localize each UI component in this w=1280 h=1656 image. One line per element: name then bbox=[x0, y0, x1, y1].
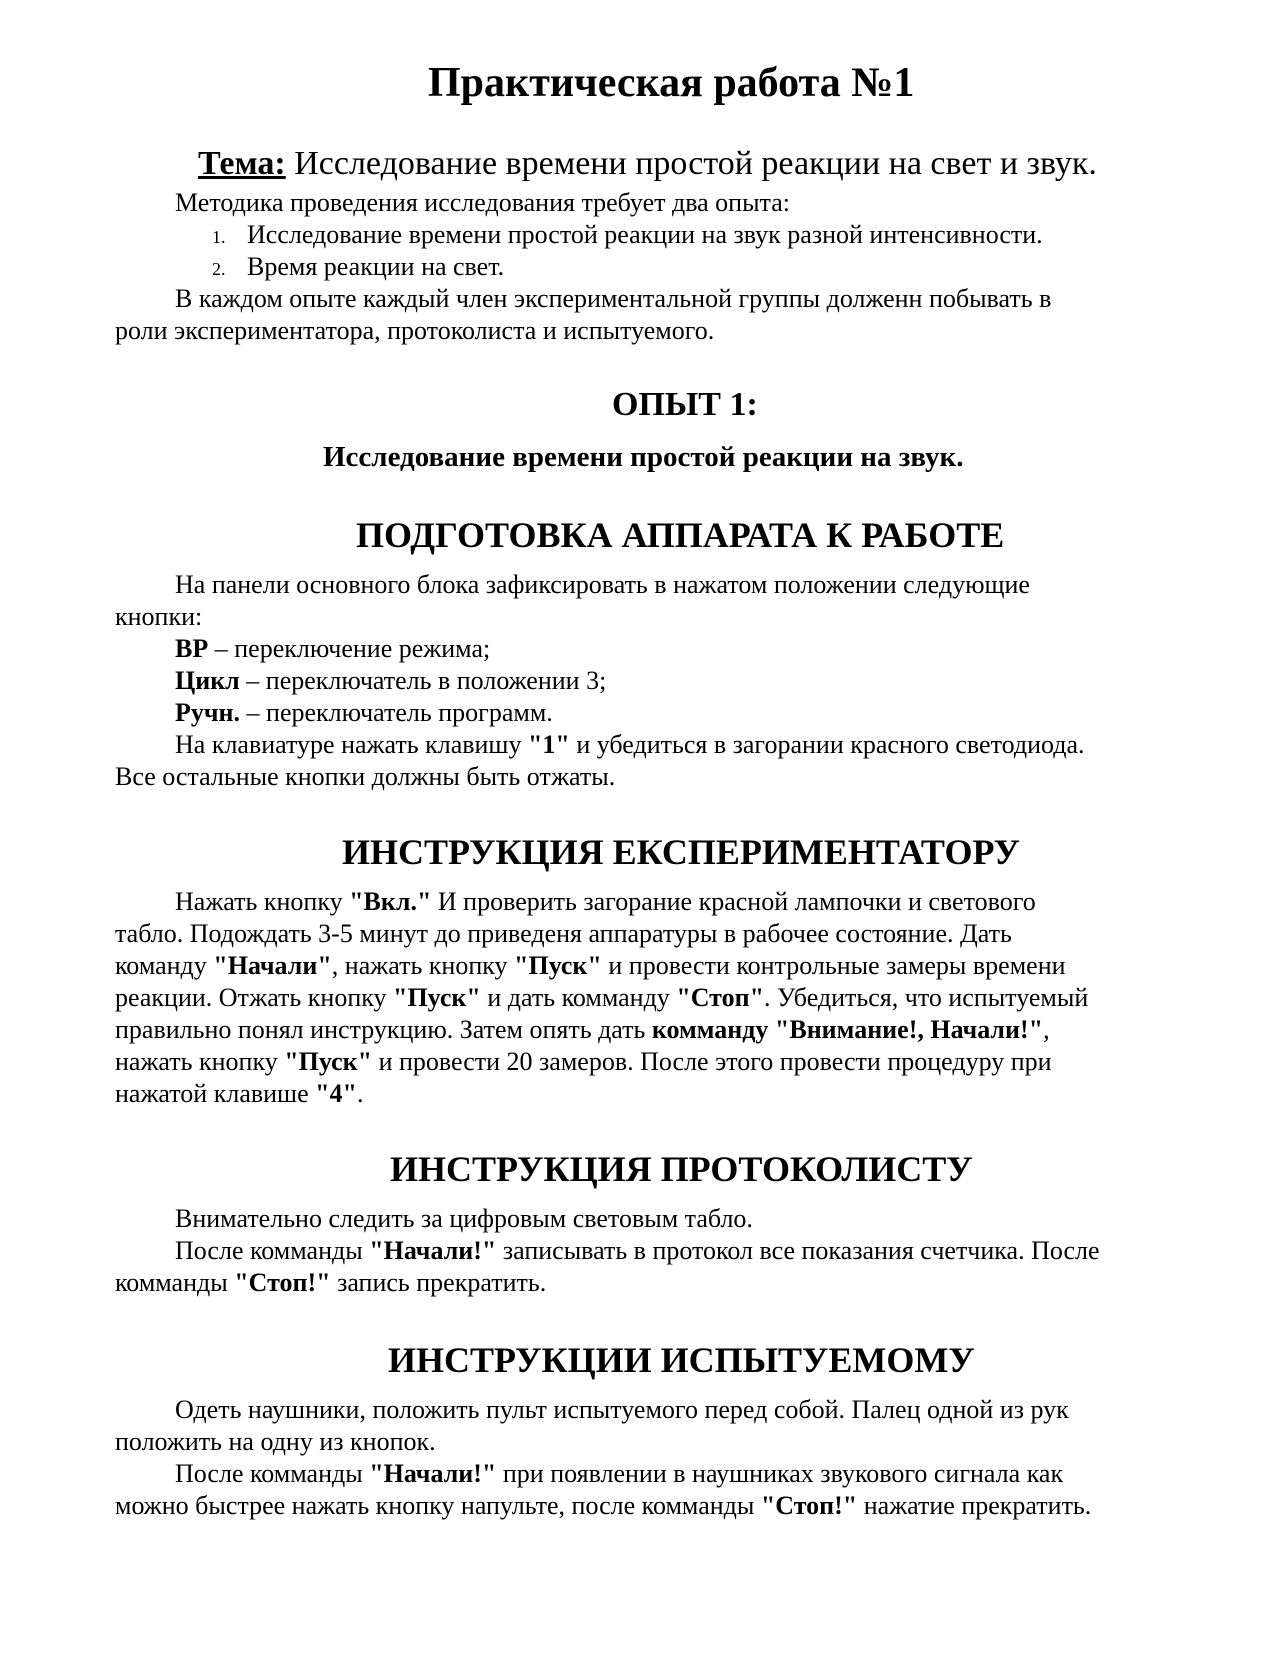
topic-text: Исследование времени простой реакции на свет и звук. bbox=[285, 145, 1097, 182]
method-text: Методика проведения исследования требует два опыта: bbox=[175, 188, 790, 217]
text-run: и провести контрольные замеры времени bbox=[601, 951, 1066, 980]
text-run: На клавиатуре нажать клавишу bbox=[175, 730, 528, 759]
list-item: Время реакции на свет. bbox=[247, 252, 505, 281]
experimenter-line: табло. Подождать 3-5 минут до приведеня аппаратуры в рабочее состояние. Дать bbox=[115, 919, 1012, 948]
text-run: И проверить загорание красной лампочки и светового bbox=[431, 887, 1036, 916]
text-run: и убедиться в загорании красного светодиода. bbox=[569, 730, 1085, 759]
button-description: – переключатель в положении 3; bbox=[239, 666, 607, 695]
text-run: записывать в протокол все показания счетчика. После bbox=[496, 1236, 1100, 1265]
list-item: Исследование времени простой реакции на звук разной интенсивности. bbox=[247, 220, 1043, 249]
prep-button-item bbox=[175, 668, 606, 694]
prep-heading: ПОДГОТОВКА АППАРАТА К РАБОТЕ bbox=[356, 515, 1005, 555]
prep-text-line2: кнопки: bbox=[115, 602, 203, 631]
list-item-number: 1. bbox=[212, 227, 226, 247]
experiment-subheading: Исследование времени простой реакции на звук. bbox=[323, 441, 964, 473]
protocolist-line bbox=[175, 1238, 1100, 1264]
text-run: нажатие прекратить. bbox=[857, 1491, 1092, 1520]
text-run: правильно понял инструкцию. Затем опять дать bbox=[115, 1015, 652, 1044]
key-label: "Пуск" bbox=[393, 983, 481, 1012]
text-run: , нажать кнопку bbox=[331, 951, 515, 980]
experiment-heading: ОПЫТ 1: bbox=[612, 386, 758, 423]
button-key-label: Цикл bbox=[175, 666, 240, 695]
command-label: "Стоп!" bbox=[760, 1491, 858, 1520]
topic-label: Тема: bbox=[198, 145, 286, 182]
text-run: . Убедиться, что испытуемый bbox=[764, 983, 1089, 1012]
text-run: После комманды bbox=[175, 1236, 370, 1265]
text-run: нажатой клавише bbox=[115, 1079, 316, 1108]
command-label: "Начали" bbox=[213, 951, 332, 980]
subject-line: Одеть наушники, положить пульт испытуемого перед собой. Палец одной из рук bbox=[175, 1395, 1069, 1424]
button-description: – переключатель программ. bbox=[240, 698, 553, 727]
text-run: команду bbox=[115, 951, 214, 980]
command-label: "Начали!" bbox=[369, 1236, 497, 1265]
text-run: и дать комманду bbox=[480, 983, 677, 1012]
experimenter-line bbox=[115, 1049, 1052, 1075]
protocolist-heading: ИНСТРУКЦИЯ ПРОТОКОЛИСТУ bbox=[390, 1149, 973, 1189]
roles-text-line2: роли экспериментатора, протоколиста и испытуемого. bbox=[115, 316, 715, 345]
prep-text-line1: На панели основного блока зафиксировать в нажатом положении следующие bbox=[175, 570, 1030, 599]
list-item-number: 2. bbox=[212, 259, 226, 279]
roles-text-line1: В каждом опыте каждый член экспериментальной группы долженн побывать в bbox=[175, 284, 1052, 313]
experimenter-line bbox=[115, 985, 1088, 1011]
keyboard-instruction-line2: Все остальные кнопки должны быть отжаты. bbox=[115, 762, 616, 791]
page-title: Практическая работа №1 bbox=[428, 60, 915, 106]
command-label: "Начали!" bbox=[369, 1459, 497, 1488]
key-label: "Пуск" bbox=[514, 951, 602, 980]
experimenter-line bbox=[115, 953, 1066, 979]
text-run: , bbox=[1043, 1015, 1050, 1044]
keyboard-instruction bbox=[175, 732, 1085, 758]
text-run: запись прекратить. bbox=[330, 1268, 547, 1297]
prep-button-item bbox=[175, 636, 490, 662]
subject-line: положить на одну из кнопок. bbox=[115, 1427, 436, 1456]
prep-button-item bbox=[175, 700, 553, 726]
experimenter-heading: ИНСТРУКЦИЯ ЕКСПЕРИМЕНТАТОРУ bbox=[342, 832, 1020, 872]
command-label: "Стоп!" bbox=[234, 1268, 331, 1297]
topic-line bbox=[198, 147, 1097, 181]
command-label: комманду "Внимание!, Начали!" bbox=[651, 1015, 1044, 1044]
key-label: "1" bbox=[527, 730, 570, 759]
text-run: нажать кнопку bbox=[115, 1047, 285, 1076]
button-key-label: ВР bbox=[175, 634, 209, 663]
experimenter-line bbox=[115, 1081, 364, 1107]
experimenter-line bbox=[115, 1017, 1050, 1043]
text-run: и провести 20 замеров. После этого провести процедуру при bbox=[372, 1047, 1052, 1076]
text-run: . bbox=[357, 1079, 364, 1108]
text-run: при появлении в наушниках звукового сигнала как bbox=[496, 1459, 1064, 1488]
key-label: "4" bbox=[315, 1079, 357, 1108]
button-description: – переключение режима; bbox=[208, 634, 491, 663]
subject-line bbox=[115, 1493, 1091, 1519]
text-run: Нажать кнопку bbox=[175, 887, 350, 916]
subject-heading: ИНСТРУКЦИИ ИСПЫТУЕМОМУ bbox=[388, 1340, 975, 1380]
command-label: "Стоп" bbox=[676, 983, 765, 1012]
key-label: "Вкл." bbox=[349, 887, 432, 916]
protocolist-line: Внимательно следить за цифровым световым табло. bbox=[175, 1204, 753, 1233]
subject-line bbox=[175, 1461, 1063, 1487]
text-run: реакции. Отжать кнопку bbox=[115, 983, 394, 1012]
text-run: После комманды bbox=[175, 1459, 370, 1488]
button-key-label: Ручн. bbox=[175, 698, 241, 727]
key-label: "Пуск" bbox=[284, 1047, 373, 1076]
protocolist-line bbox=[115, 1270, 546, 1296]
text-run: комманды bbox=[115, 1268, 235, 1297]
experimenter-line bbox=[175, 889, 1036, 915]
text-run: можно быстрее нажать кнопку напульте, после комманды bbox=[115, 1491, 761, 1520]
